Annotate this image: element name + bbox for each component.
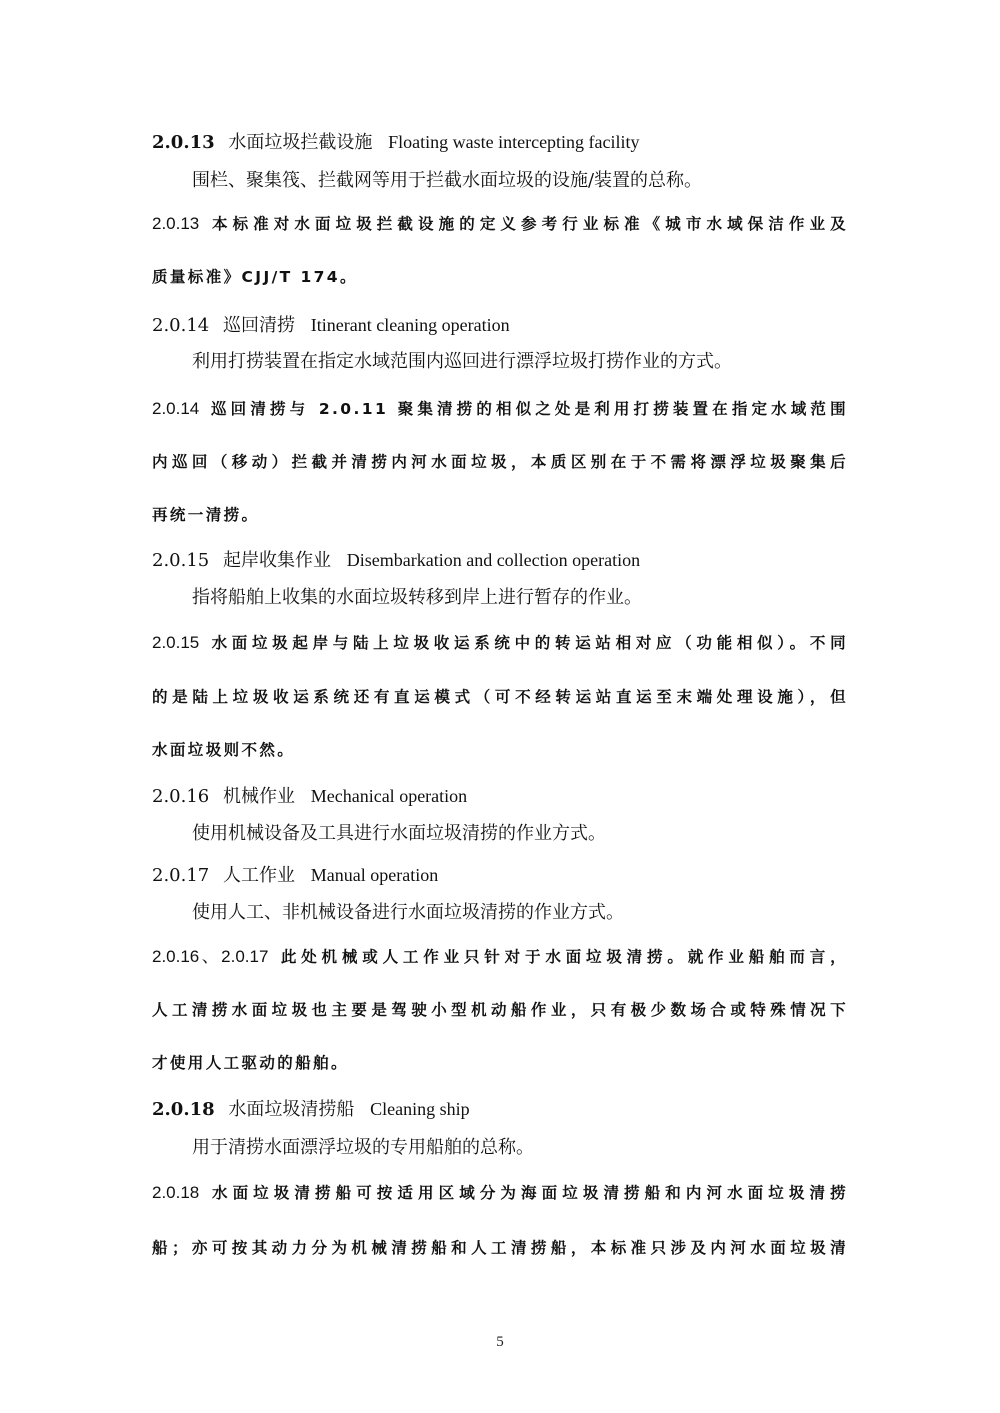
term-heading [152,549,640,572]
explanation-number: 2.0.16、2.0.17 [152,947,269,966]
term-english-name: Floating waste intercepting facility [388,132,640,152]
term-number: 2.0.17 [152,865,210,886]
term-chinese-name: 起岸收集作业 [223,550,331,571]
explanation-line: 才使用人工驱动的船舶。 [152,1054,349,1072]
term-number: 2.0.18 [152,1099,215,1120]
term-chinese-name: 机械作业 [223,786,295,807]
explanation-line: 的是陆上垃圾收运系统还有直运模式（可不经转运站直运至末端处理设施），但 [152,688,848,706]
term-chinese-name: 人工作业 [223,865,295,886]
term-number: 2.0.16 [152,786,210,807]
explanation-text: 2.0.13 本标准对水面垃圾拦截设施的定义参考行业标准《城市水域保洁作业及 [152,214,848,233]
term-english-name: Mechanical operation [310,786,468,806]
explanation-text: 2.0.18 水面垃圾清捞船可按适用区域分为海面垃圾清捞船和内河水面垃圾清捞 [152,1183,848,1202]
term-heading [152,131,640,154]
page-number: 5 [496,1334,504,1350]
term-chinese-name: 水面垃圾清捞船 [228,1099,355,1120]
explanation-line: 再统一清捞。 [152,506,260,524]
explanation-number: 2.0.15 [152,633,200,652]
term-definition: 利用打捞装置在指定水域范围内巡回进行漂浮垃圾打捞作业的方式。 [192,351,732,372]
term-definition: 用于清捞水面漂浮垃圾的专用船舶的总称。 [192,1137,534,1158]
explanation-line: 人工清捞水面垃圾也主要是驾驶小型机动船作业，只有极少数场合或特殊情况下 [152,1001,848,1019]
term-english-name: Manual operation [310,865,439,885]
explanation-line: 内巡回（移动）拦截并清捞内河水面垃圾，本质区别在于不需将漂浮垃圾聚集后 [152,453,848,471]
term-number: 2.0.15 [152,550,210,571]
term-definition: 围栏、聚集筏、拦截网等用于拦截水面垃圾的设施/装置的总称。 [192,170,703,191]
term-definition: 使用人工、非机械设备进行水面垃圾清捞的作业方式。 [192,902,624,923]
term-heading [152,1098,470,1121]
explanation-number: 2.0.13 [152,214,200,233]
explanation-text: 2.0.14 巡回清捞与 2.0.11 聚集清捞的相似之处是利用打捞装置在指定水域范围 [152,399,848,418]
explanation-line [152,398,848,420]
term-heading [152,864,438,887]
term-definition: 使用机械设备及工具进行水面垃圾清捞的作业方式。 [192,823,606,844]
explanation-text: 2.0.16、2.0.17 此处机械或人工作业只针对于水面垃圾清捞。就作业船舶而言， [152,947,849,966]
explanation-line [152,946,848,968]
explanation-line: 水面垃圾则不然。 [152,741,296,759]
term-definition: 指将船舶上收集的水面垃圾转移到岸上进行暂存的作业。 [192,587,642,608]
term-english-name: Itinerant cleaning operation [310,315,510,335]
explanation-line [152,1182,848,1204]
term-english-name: Cleaning ship [370,1099,470,1119]
term-chinese-name: 水面垃圾拦截设施 [228,132,373,153]
term-heading [152,785,467,808]
explanation-line [152,632,848,654]
term-english-name: Disembarkation and collection operation [346,550,641,570]
explanation-line: 质量标准》CJJ/T 174。 [152,268,358,286]
explanation-line [152,213,848,235]
explanation-number: 2.0.14 [152,399,200,418]
term-number: 2.0.14 [152,315,210,336]
term-heading [152,314,510,337]
explanation-number: 2.0.18 [152,1183,200,1202]
explanation-line: 船；亦可按其动力分为机械清捞船和人工清捞船，本标准只涉及内河水面垃圾清 [152,1239,848,1257]
explanation-text: 2.0.15 水面垃圾起岸与陆上垃圾收运系统中的转运站相对应（功能相似）。不同 [152,633,848,652]
term-chinese-name: 巡回清捞 [223,315,295,336]
term-number: 2.0.13 [152,132,215,153]
